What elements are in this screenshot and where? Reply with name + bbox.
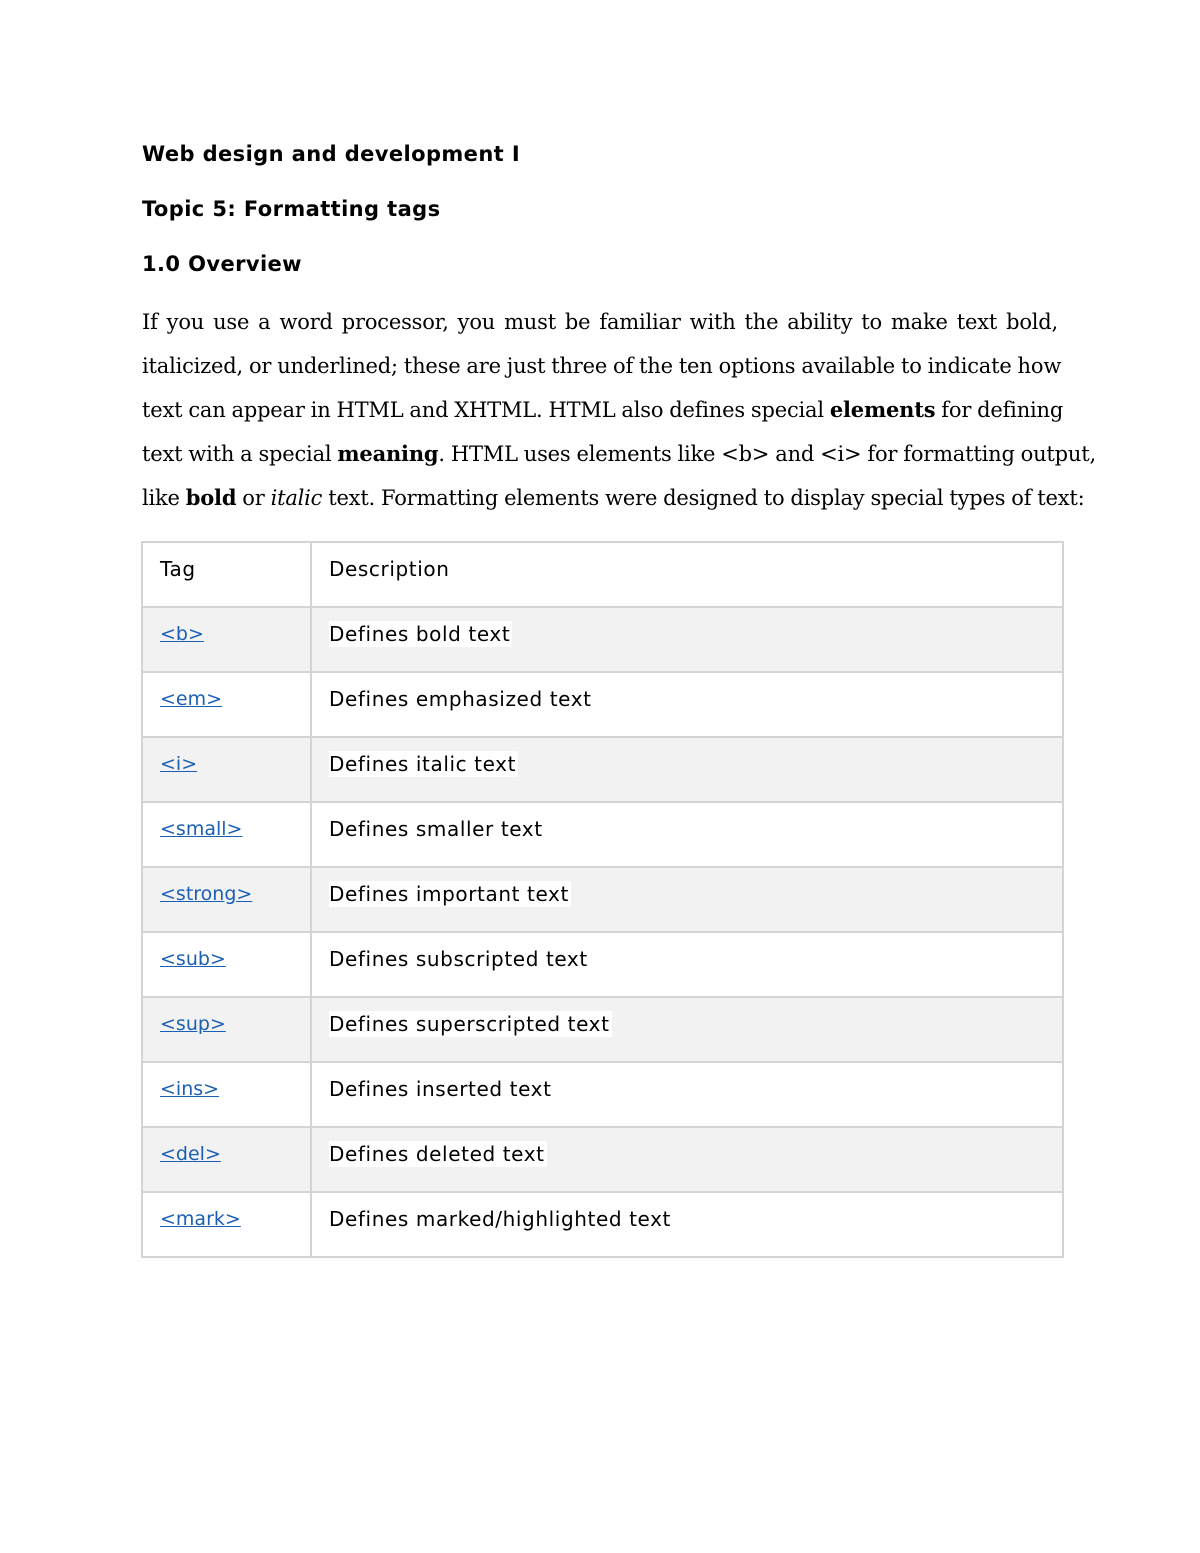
section-heading: 1.0 Overview: [142, 252, 302, 276]
table-header-row: [142, 542, 1063, 607]
paragraph-text: text can appear in HTML and XHTML. HTML also defines special: [142, 398, 830, 422]
tag-link-ins[interactable]: <ins>: [160, 1078, 220, 1100]
paragraph-text: text with a special: [142, 442, 338, 466]
tag-cell: [142, 737, 311, 802]
tag-link-del[interactable]: <del>: [160, 1143, 221, 1165]
tag-cell: [142, 1127, 311, 1192]
tag-cell: [142, 802, 311, 867]
tag-link-small[interactable]: <small>: [160, 818, 243, 840]
tag-cell: [142, 1192, 311, 1257]
tag-link-sup[interactable]: <sup>: [160, 1013, 226, 1035]
paragraph-line-4: [142, 432, 1096, 476]
tag-link-sub[interactable]: <sub>: [160, 948, 226, 970]
tag-cell: [142, 672, 311, 737]
overview-paragraph: [142, 300, 1096, 520]
paragraph-line-5: [142, 476, 1085, 520]
description-cell: Defines inserted text: [311, 1062, 1063, 1127]
table-row: [142, 932, 1063, 997]
description-cell: Defines italic text: [311, 737, 1063, 802]
tag-cell: [142, 932, 311, 997]
paragraph-text: or: [236, 486, 271, 510]
paragraph-text: text. Formatting elements were designed to display special types of text:: [322, 486, 1085, 510]
description-cell: Defines subscripted text: [311, 932, 1063, 997]
bold-term-meaning: meaning: [337, 441, 439, 466]
tag-link-i[interactable]: <i>: [160, 753, 198, 775]
bold-term-elements: elements: [829, 397, 936, 422]
topic-heading: Topic 5: Formatting tags: [142, 197, 441, 221]
description-cell: Defines bold text: [311, 607, 1063, 672]
tag-cell: [142, 867, 311, 932]
table-row: [142, 867, 1063, 932]
bold-term-bold: bold: [185, 485, 237, 510]
table-row: [142, 1192, 1063, 1257]
formatting-tags-table: [141, 541, 1064, 1258]
description-cell: Defines emphasized text: [311, 672, 1063, 737]
paragraph-text: for defining: [935, 398, 1064, 422]
table-row: [142, 1127, 1063, 1192]
paragraph-line-3: [142, 388, 1064, 432]
description-cell: Defines important text: [311, 867, 1063, 932]
tag-cell: [142, 607, 311, 672]
tag-link-b[interactable]: <b>: [160, 623, 204, 645]
tag-link-strong[interactable]: <strong>: [160, 883, 253, 905]
description-cell: Defines marked/highlighted text: [311, 1192, 1063, 1257]
paragraph-line-1: If you use a word processor, you must be familiar with the ability to make text bold,: [142, 310, 1058, 334]
paragraph-text: like: [142, 486, 186, 510]
table-row: [142, 802, 1063, 867]
tag-cell: [142, 1062, 311, 1127]
tag-link-em[interactable]: <em>: [160, 688, 223, 710]
document-title: Web design and development I: [142, 142, 521, 166]
table-row: [142, 1062, 1063, 1127]
tag-link-mark[interactable]: <mark>: [160, 1208, 241, 1230]
italic-term-italic: italic: [270, 486, 323, 510]
description-cell: Defines deleted text: [311, 1127, 1063, 1192]
table-row: [142, 607, 1063, 672]
header-description: Description: [311, 542, 1063, 607]
tag-cell: [142, 997, 311, 1062]
table-row: [142, 672, 1063, 737]
header-tag: Tag: [142, 542, 311, 607]
table-row: [142, 997, 1063, 1062]
table-row: [142, 737, 1063, 802]
paragraph-line-2: italicized, or underlined; these are just three of the ten options available to indicate how: [142, 354, 1062, 378]
paragraph-text: . HTML uses elements like <b> and <i> for formatting output,: [438, 442, 1096, 466]
description-cell: Defines smaller text: [311, 802, 1063, 867]
description-cell: Defines superscripted text: [311, 997, 1063, 1062]
